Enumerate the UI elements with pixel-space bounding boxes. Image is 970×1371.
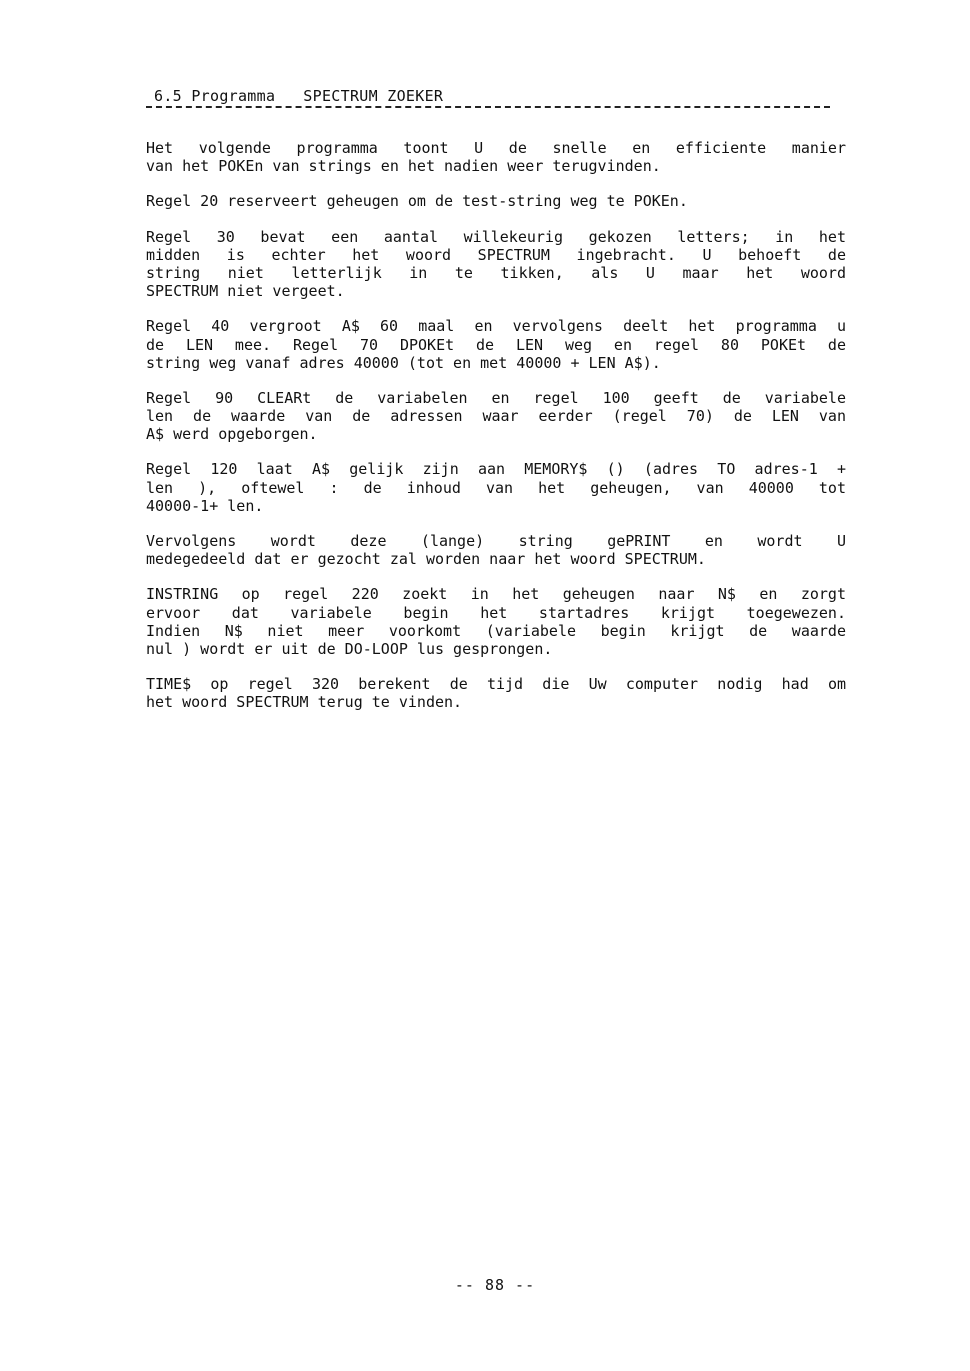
text-line: ervoor dat variabele begin het startadres krijgt toegewezen. xyxy=(146,603,846,622)
text-line: Regel 90 CLEARt de variabelen en regel 100 geeft de variabele xyxy=(146,388,846,407)
paragraph-regel-120 xyxy=(146,460,846,515)
heading-divider xyxy=(146,106,830,108)
text-line: Regel 40 vergroot A$ 60 maal en vervolgens deelt het programma u xyxy=(146,317,846,336)
text-line: de LEN mee. Regel 70 DPOKEt de LEN weg en regel 80 POKEt de xyxy=(146,335,846,354)
paragraph-regel-30 xyxy=(146,228,846,301)
paragraph-regel-90 xyxy=(146,389,846,444)
paragraph-vervolgens xyxy=(146,532,846,568)
text-line: 40000-1+ len. xyxy=(146,496,264,515)
text-line: len de waarde van de adressen waar eerder (regel 70) de LEN van xyxy=(146,407,846,426)
text-line: Vervolgens wordt deze (lange) string gePRINT en wordt U xyxy=(146,532,846,550)
text-line: van het POKEn van strings en het nadien weer terugvinden. xyxy=(146,157,661,176)
text-line: INSTRING op regel 220 zoekt in het geheugen naar N$ en zorgt xyxy=(146,585,846,604)
text-line: string weg vanaf adres 40000 (tot en met 40000 + LEN A$). xyxy=(146,353,661,372)
paragraph-regel-40 xyxy=(146,317,846,372)
text-line: Indien N$ niet meer voorkomt (variabele begin krijgt de waarde xyxy=(146,621,846,640)
text-line: len ), oftewel : de inhoud van het geheugen, van 40000 tot xyxy=(146,478,846,497)
text-line: midden is echter het woord SPECTRUM ingebracht. U behoeft de xyxy=(146,245,846,264)
text-line: nul ) wordt er uit de DO-LOOP lus gesprongen. xyxy=(146,639,553,658)
text-line: TIME$ op regel 320 berekent de tijd die Uw computer nodig had om xyxy=(146,675,846,694)
text-line: medegedeeld dat er gezocht zal worden naar het woord SPECTRUM. xyxy=(146,550,706,569)
text-line: SPECTRUM niet vergeet. xyxy=(146,282,345,301)
text-line: string niet letterlijk in te tikken, als U maar het woord xyxy=(146,263,846,282)
text-line: A$ werd opgeborgen. xyxy=(146,425,318,444)
paragraph-instring xyxy=(146,585,846,658)
paragraph-intro xyxy=(146,139,846,175)
section-heading: 6.5 Programma SPECTRUM ZOEKER xyxy=(154,87,444,105)
document-body xyxy=(146,139,846,729)
text-line: Het volgende programma toont U de snelle en efficiente manier xyxy=(146,139,846,157)
paragraph-time xyxy=(146,675,846,711)
text-line: Regel 30 bevat een aantal willekeurig gekozen letters; in het xyxy=(146,227,846,246)
text-line: Regel 20 reserveert geheugen om de test-string weg te POKEn. xyxy=(146,192,688,211)
text-line: Regel 120 laat A$ gelijk zijn aan MEMORY$ () (adres TO adres-1 + xyxy=(146,460,846,479)
page-number: -- 88 -- xyxy=(454,1276,536,1294)
paragraph-regel-20 xyxy=(146,192,846,210)
text-line: het woord SPECTRUM terug te vinden. xyxy=(146,693,463,712)
